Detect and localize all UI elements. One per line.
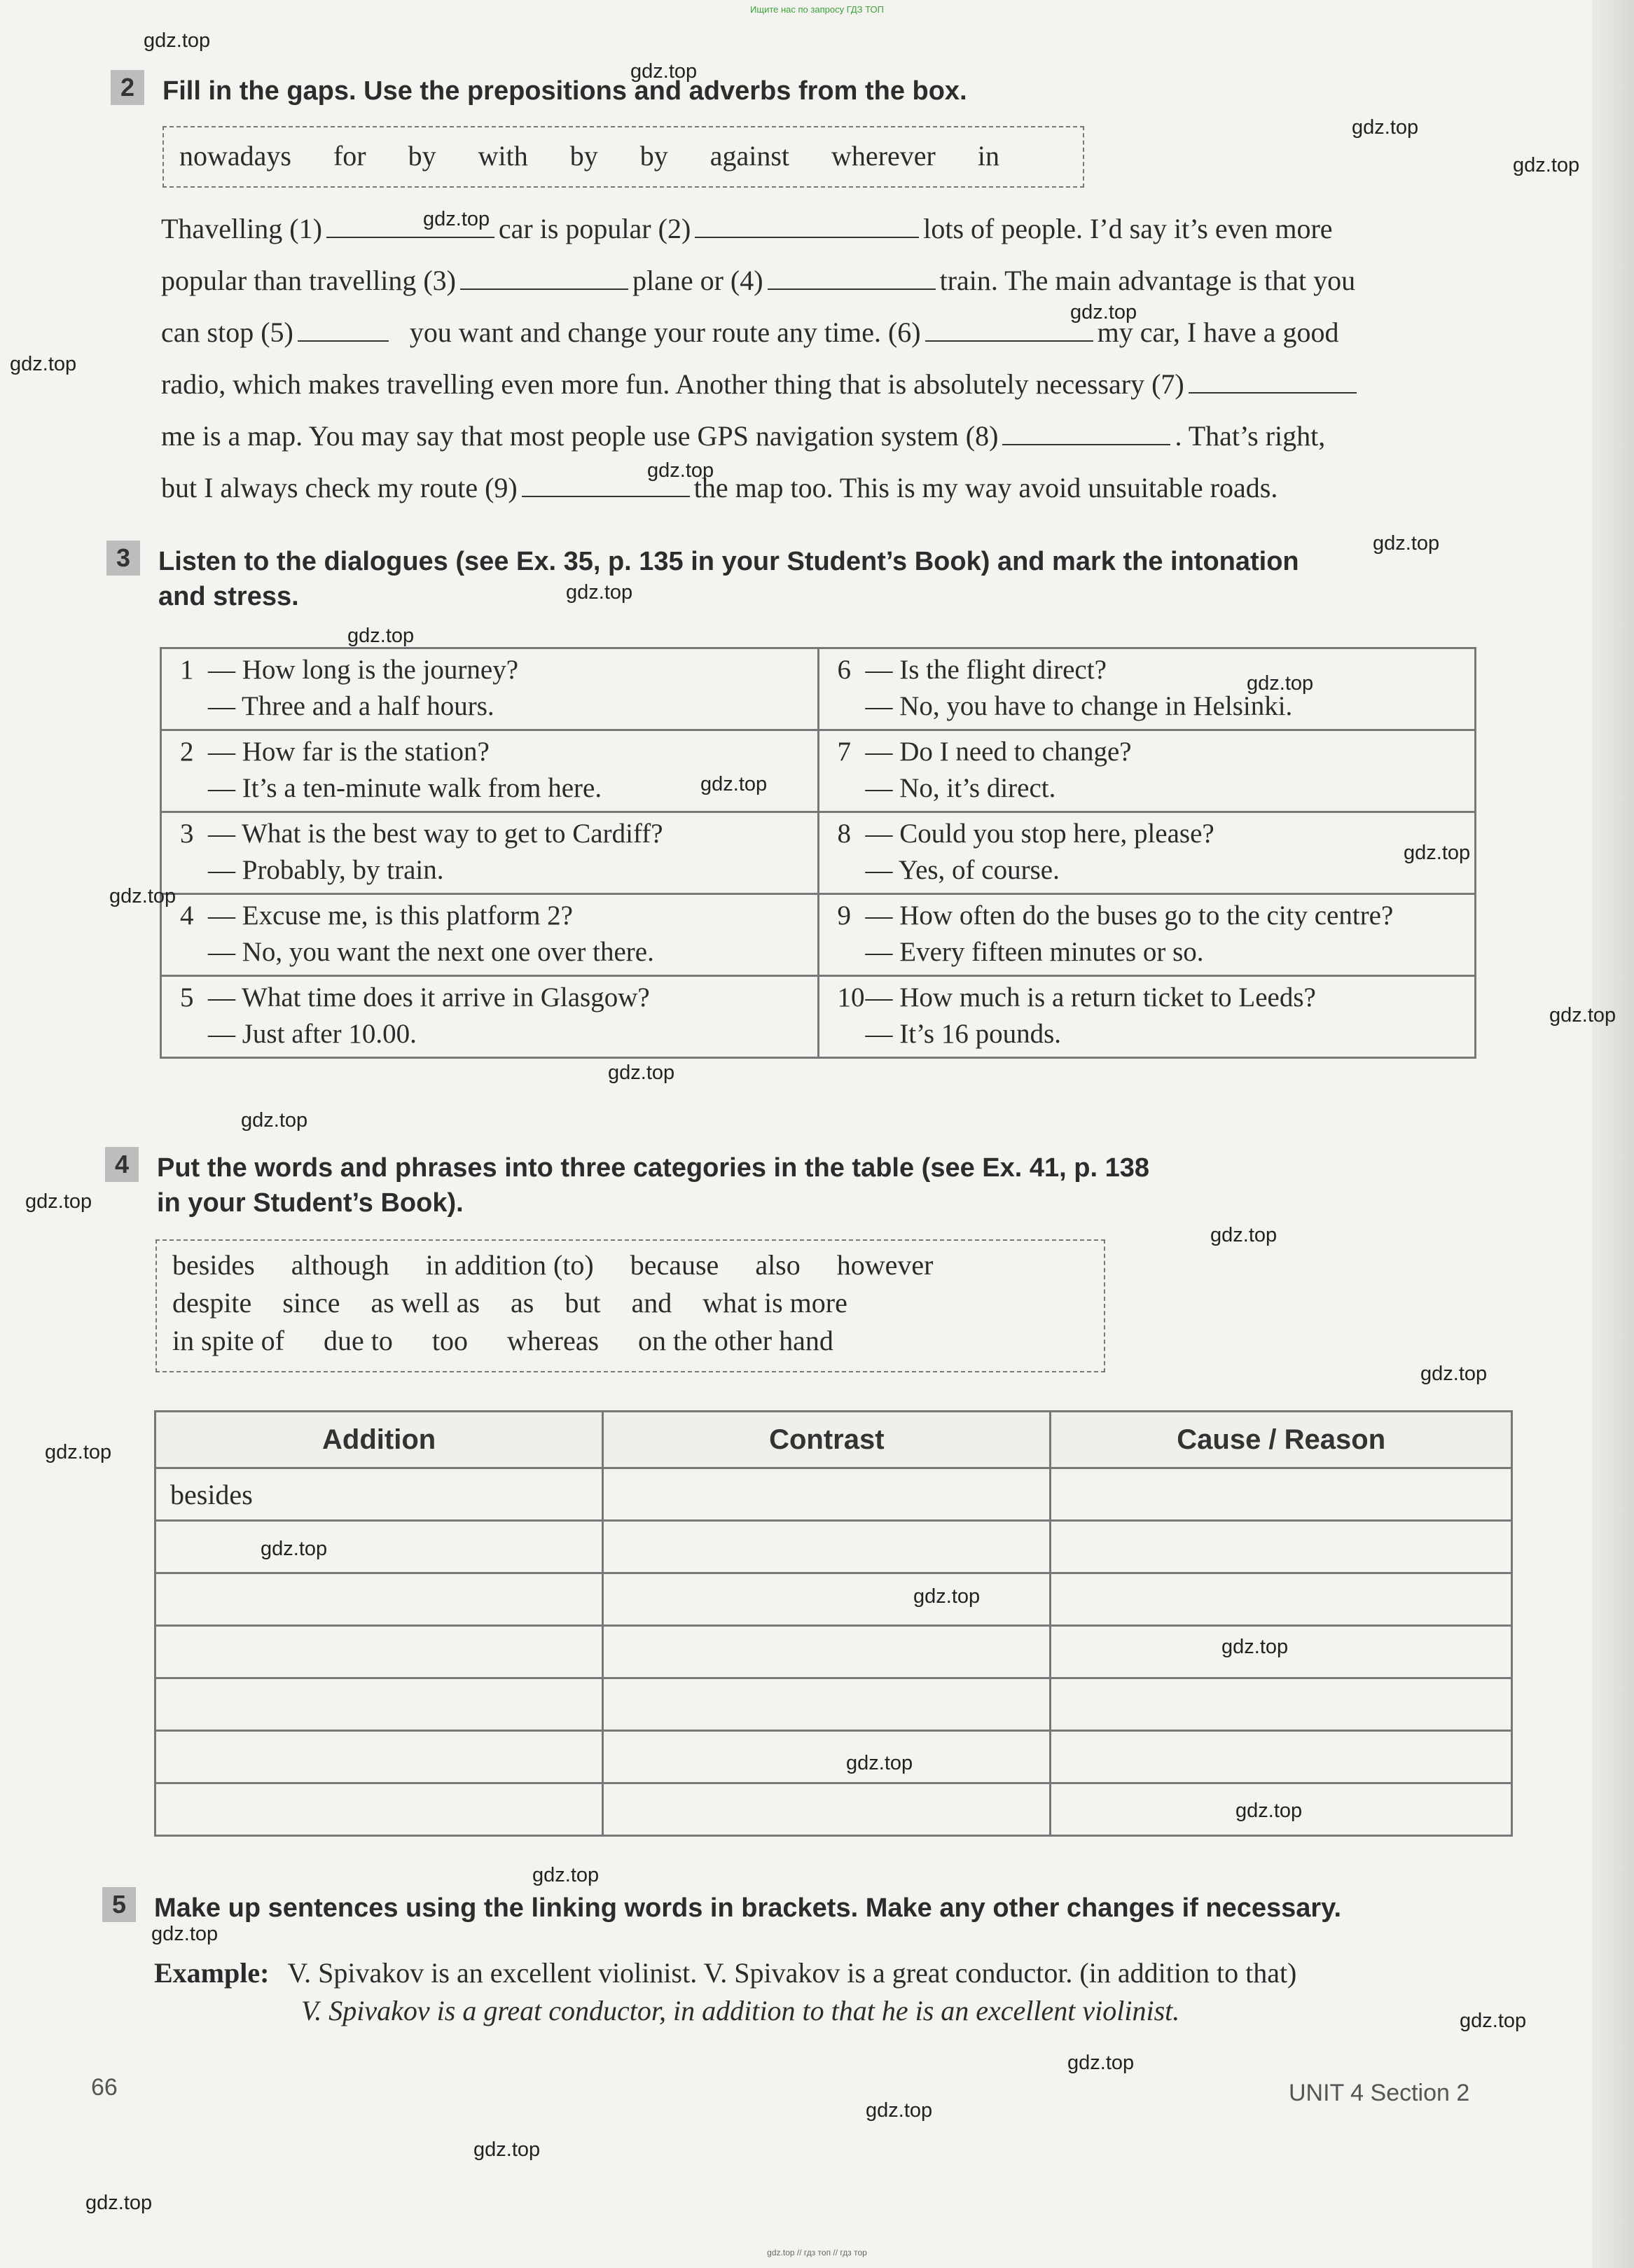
watermark: gdz.top (347, 625, 415, 647)
box-word: however (836, 1249, 934, 1281)
table-cell[interactable] (155, 1626, 603, 1678)
watermark: gdz.top (151, 1923, 219, 1945)
gap-3[interactable] (460, 267, 628, 290)
box-word: in addition (to) (425, 1249, 594, 1281)
watermark: gdz.top (1420, 1363, 1488, 1385)
box-word: for (333, 140, 366, 172)
box-word: whereas (506, 1325, 600, 1356)
ex4-number: 4 (105, 1147, 139, 1182)
gap-6[interactable] (925, 319, 1093, 342)
watermark: gdz.top (473, 2138, 541, 2161)
ex5-number: 5 (102, 1887, 136, 1922)
watermark: gdz.top (1373, 532, 1440, 555)
header-addition: Addition (155, 1412, 603, 1468)
ex4-title-line-1: Put the words and phrases into three categories in the table (see Ex. 41, p. 138 (157, 1153, 1149, 1183)
ex2-line-5: me is a map. You may say that most people use GPS navigation system (8) . That’s right, (161, 420, 1326, 452)
dialogue-cell: 4 — Excuse me, is this platform 2? — No, you want the next one over there. (161, 894, 819, 976)
watermark: gdz.top (1210, 1224, 1278, 1246)
dialogue-cell: 6 — Is the flight direct? — No, you have to change in Helsinki. (818, 648, 1476, 730)
box-word: also (755, 1249, 801, 1281)
box-word: because (630, 1249, 719, 1281)
ex5-title: Make up sentences using the linking words in brackets. Make any other changes if necessary. (154, 1893, 1342, 1923)
box-word: although (291, 1249, 389, 1281)
table-cell[interactable] (1051, 1521, 1512, 1573)
box-word: wherever (831, 140, 936, 172)
header-cause-reason: Cause / Reason (1051, 1412, 1512, 1468)
watermark: gdz.top (566, 581, 633, 604)
bottom-note: gdz.top // гдз топ // гдз тор (767, 2248, 867, 2257)
ex3-title-line-2: and stress. (158, 582, 299, 611)
header-contrast: Contrast (603, 1412, 1051, 1468)
watermark: gdz.top (1070, 301, 1137, 323)
watermark: gdz.top (85, 2192, 153, 2214)
box-word: despite (172, 1287, 252, 1319)
example-label: Example: (154, 1957, 270, 1989)
box-word: as (511, 1287, 534, 1319)
watermark: gdz.top (45, 1441, 112, 1463)
table-cell[interactable] (1051, 1731, 1512, 1783)
ex2-line-2: popular than travelling (3) plane or (4) train. The main advantage is that you (161, 265, 1356, 296)
table-cell[interactable] (603, 1626, 1051, 1678)
box-word: by (639, 140, 668, 172)
dialogue-cell: 7 — Do I need to change? — No, it’s direct. (818, 730, 1476, 812)
box-word: what is more (702, 1287, 847, 1319)
dialogue-cell: 1 — How long is the journey? — Three and a half hours. (161, 648, 819, 730)
watermark: gdz.top (241, 1109, 308, 1132)
watermark: gdz.top (109, 885, 176, 907)
table-cell[interactable] (155, 1521, 603, 1573)
watermark: gdz.top (913, 1585, 981, 1608)
box-word: in (977, 140, 999, 172)
ex2-line-3: can stop (5) you want and change your route any time. (6) my car, I have a good (161, 316, 1339, 348)
watermark: gdz.top (846, 1752, 913, 1774)
box-word: but (565, 1287, 601, 1319)
page-number: 66 (91, 2074, 118, 2101)
ex2-word-box (162, 126, 1084, 188)
watermark: gdz.top (144, 29, 211, 52)
page-edge-shadow (1592, 0, 1634, 2268)
table-cell[interactable] (155, 1731, 603, 1783)
box-word: nowadays (179, 140, 291, 172)
watermark: gdz.top (10, 353, 77, 375)
gap-2[interactable] (695, 216, 919, 238)
watermark: gdz.top (1221, 1636, 1289, 1658)
dialogues-table (160, 647, 1476, 1059)
ex2-line-1: Thavelling (1) car is popular (2) lots of people. I’d say it’s even more (161, 213, 1333, 244)
watermark: gdz.top (1352, 116, 1419, 139)
box-word: by (569, 140, 598, 172)
table-cell[interactable] (1051, 1678, 1512, 1731)
ex2-line-6: but I always check my route (9) the map too. This is my way avoid unsuitable roads. (161, 472, 1278, 503)
box-word: due to (323, 1325, 393, 1356)
table-cell[interactable] (155, 1783, 603, 1836)
ex2-title: Fill in the gaps. Use the prepositions and adverbs from the box. (162, 76, 967, 106)
watermark: gdz.top (1235, 1800, 1303, 1822)
watermark: gdz.top (1460, 2010, 1527, 2032)
box-word: by (408, 140, 436, 172)
categories-table (154, 1410, 1513, 1837)
ex4-title-line-2: in your Student’s Book). (157, 1188, 464, 1218)
box-word: besides (172, 1249, 255, 1281)
dialogue-cell: 8 — Could you stop here, please? — Yes, of course. (818, 812, 1476, 894)
box-word: with (478, 140, 528, 172)
dialogue-cell: 10 — How much is a return ticket to Leeds? — It’s 16 pounds. (818, 976, 1476, 1058)
watermark: gdz.top (423, 208, 490, 230)
example-answer: V. Spivakov is a great conductor, in addition to that he is an excellent violinist. (301, 1995, 1180, 2026)
watermark: gdz.top (608, 1062, 675, 1084)
table-cell[interactable] (603, 1678, 1051, 1731)
table-cell[interactable] (603, 1731, 1051, 1783)
watermark: gdz.top (630, 60, 698, 83)
table-cell[interactable] (603, 1521, 1051, 1573)
box-word: against (709, 140, 790, 172)
ex4-word-box (155, 1239, 1105, 1372)
table-cell[interactable] (603, 1468, 1051, 1521)
watermark: gdz.top (25, 1190, 92, 1213)
example-line (154, 1954, 1296, 1993)
watermark: gdz.top (532, 1864, 600, 1886)
ex3-number: 3 (106, 541, 140, 576)
watermark: gdz.top (261, 1538, 328, 1560)
table-cell[interactable] (603, 1783, 1051, 1836)
gap-7[interactable] (1189, 371, 1357, 394)
unit-section-label: UNIT 4 Section 2 (1289, 2080, 1470, 2106)
ex3-title-line-1: Listen to the dialogues (see Ex. 35, p. 135 in your Student’s Book) and mark the intonation (158, 547, 1299, 576)
watermark: gdz.top (1549, 1004, 1616, 1027)
box-word: in spite of (172, 1325, 284, 1356)
table-cell[interactable] (1051, 1468, 1512, 1521)
watermark: gdz.top (1513, 154, 1580, 176)
box-word: and (631, 1287, 672, 1319)
watermark: gdz.top (700, 773, 768, 795)
table-cell[interactable] (603, 1573, 1051, 1626)
watermark: gdz.top (866, 2099, 933, 2122)
watermark: gdz.top (1247, 672, 1314, 695)
dialogue-cell: 5 — What time does it arrive in Glasgow? — Just after 10.00. (161, 976, 819, 1058)
dialogue-cell: 9 — How often do the buses go to the city centre? — Every fifteen minutes or so. (818, 894, 1476, 976)
gap-4[interactable] (768, 267, 936, 290)
table-cell[interactable] (1051, 1573, 1512, 1626)
dialogue-cell: 3 — What is the best way to get to Cardiff? — Probably, by train. (161, 812, 819, 894)
ex2-number: 2 (111, 70, 144, 105)
box-word: since (282, 1287, 340, 1319)
table-cell[interactable] (155, 1573, 603, 1626)
box-word: as well as (371, 1287, 480, 1319)
watermark: gdz.top (1404, 842, 1471, 864)
example-text: V. Spivakov is an excellent violinist. V. Spivakov is a great conductor. (in addition to that) (287, 1957, 1297, 1989)
box-word: too (431, 1325, 468, 1356)
box-word: on the other hand (638, 1325, 833, 1356)
gap-8[interactable] (1002, 423, 1170, 445)
ex2-line-4: radio, which makes travelling even more fun. Another thing that is absolutely necessary (7) (161, 359, 1361, 410)
top-note: Ищите нас по запросу ГДЗ ТОП (750, 4, 884, 15)
table-cell[interactable]: besides (155, 1468, 603, 1521)
dialogue-cell: 2 — How far is the station? — It’s a ten-minute walk from here. (161, 730, 819, 812)
gap-5[interactable] (298, 319, 389, 342)
watermark: gdz.top (1067, 2052, 1135, 2074)
table-cell[interactable] (155, 1678, 603, 1731)
watermark: gdz.top (647, 459, 714, 482)
